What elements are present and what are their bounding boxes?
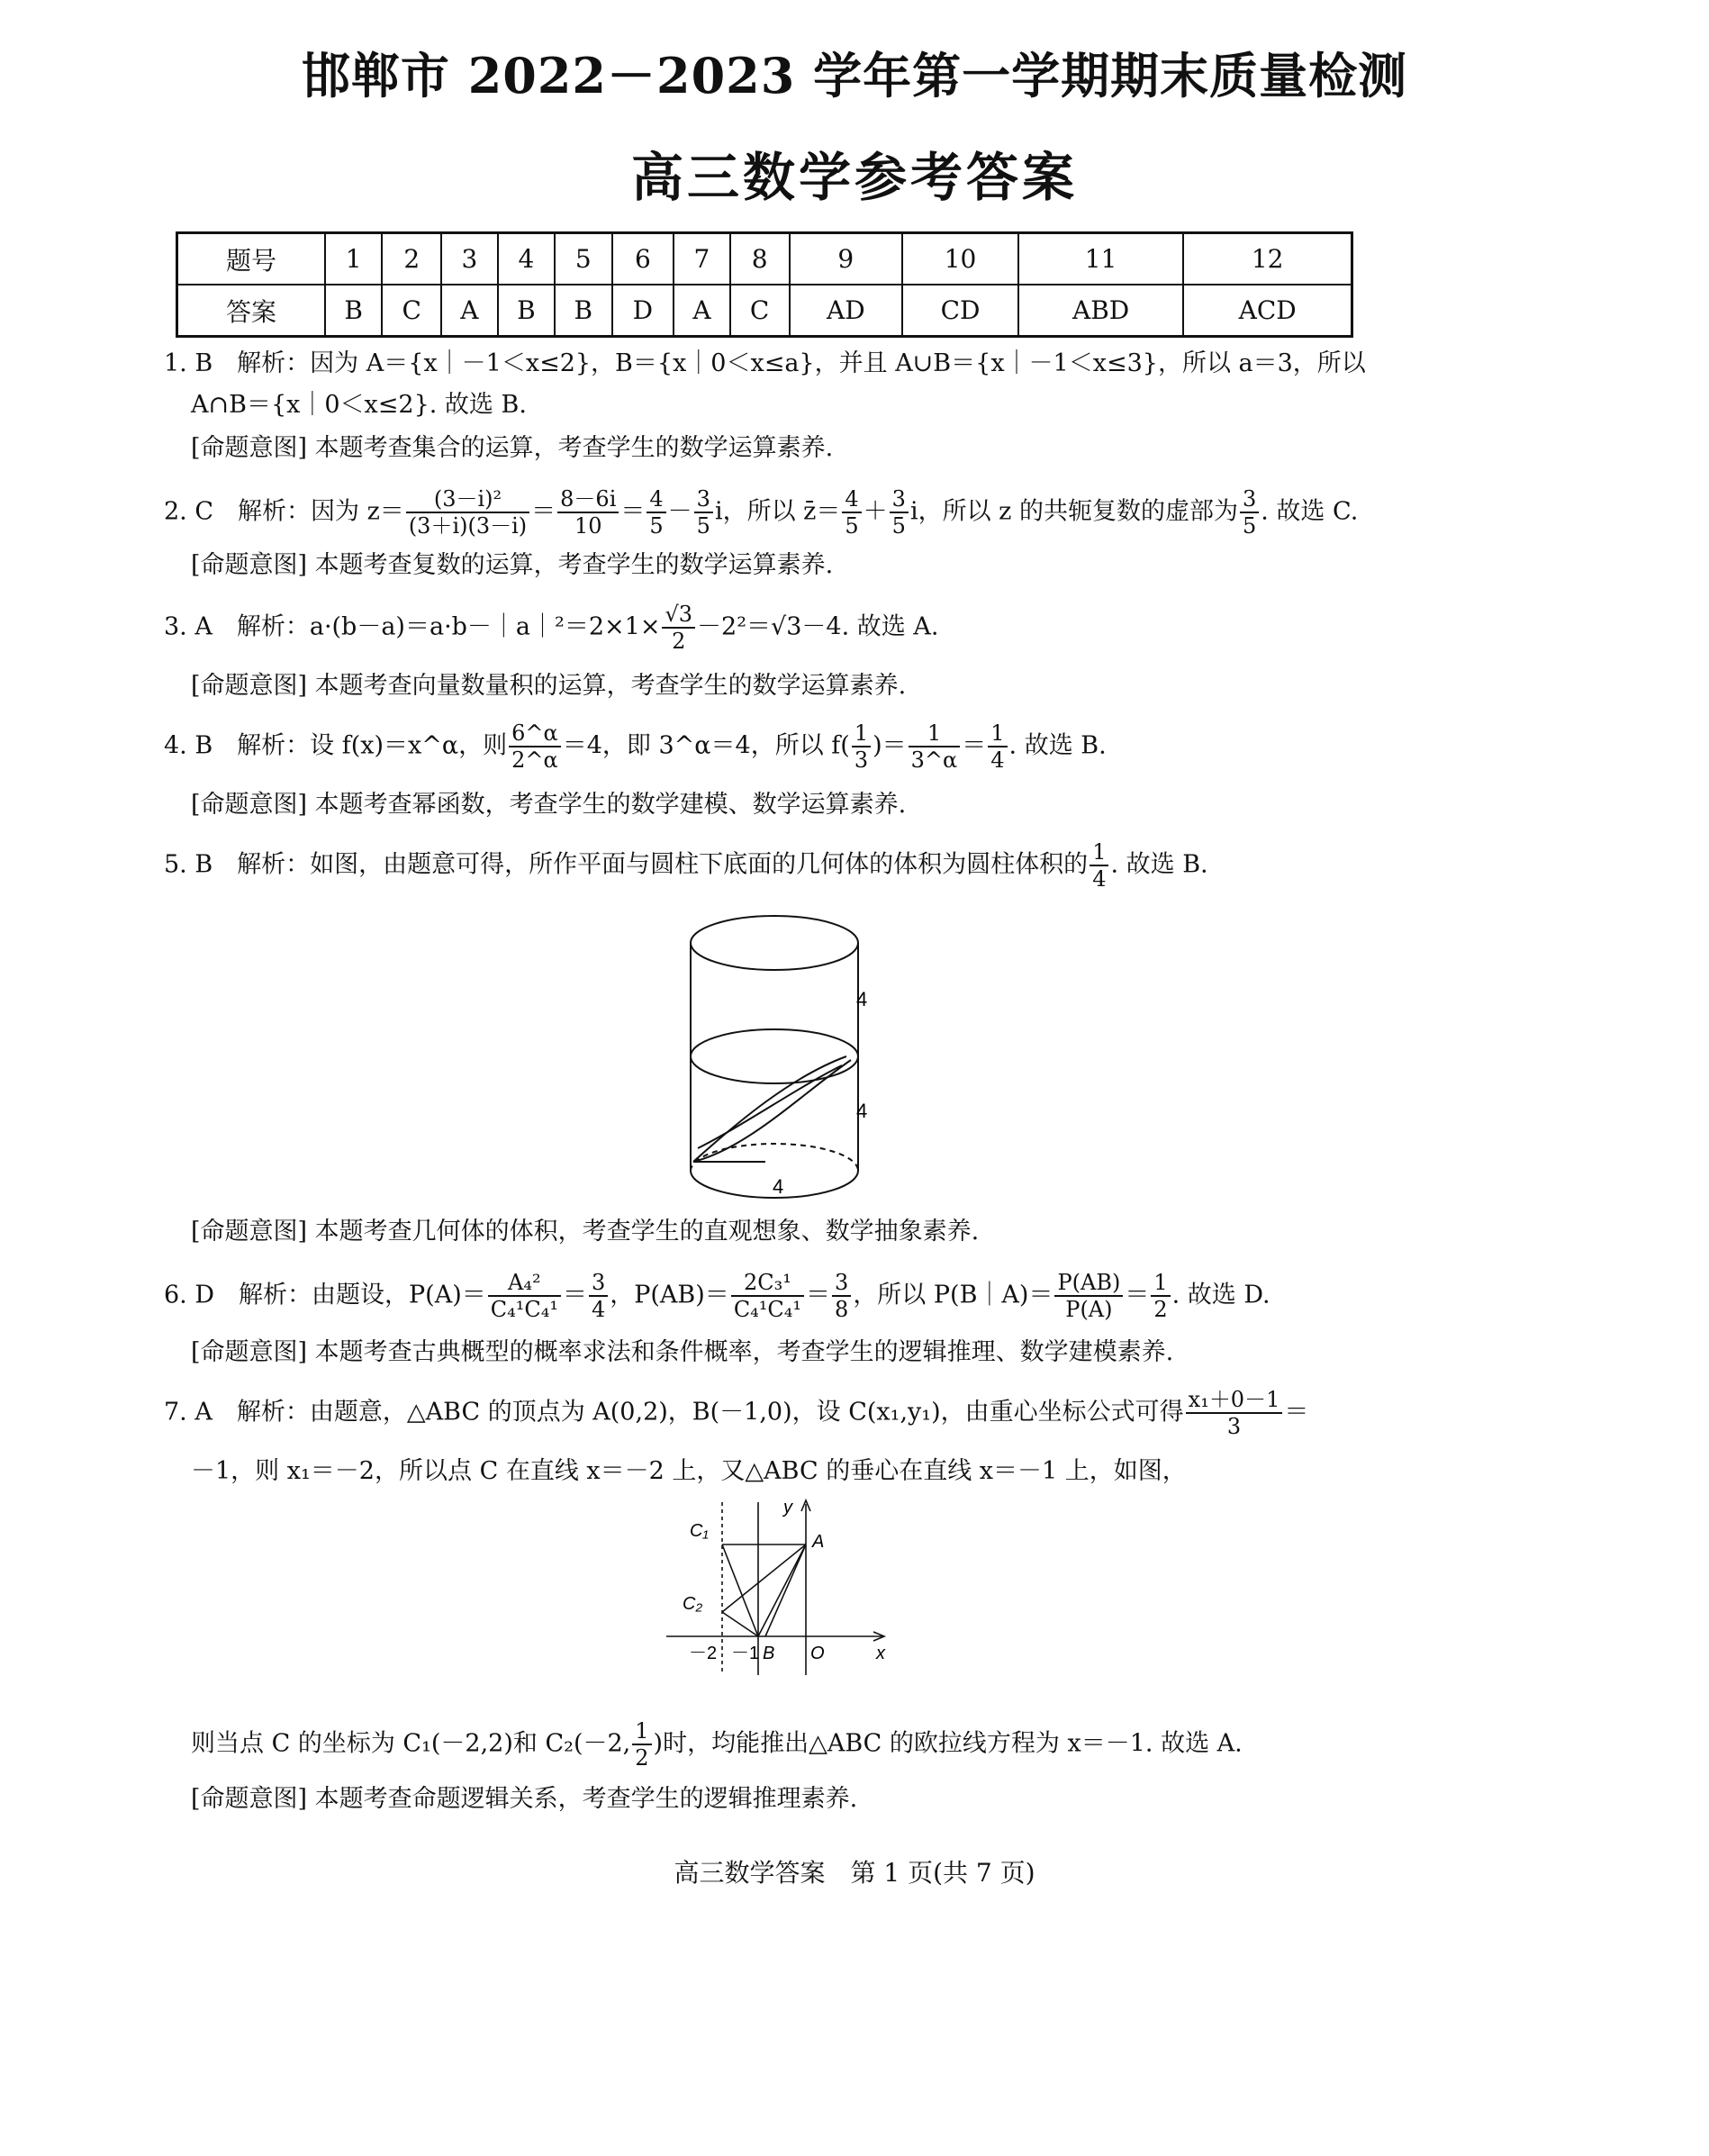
row-label: 答案 [177, 285, 325, 337]
q4-text: . 故选 B. [1008, 731, 1107, 760]
fraction-denominator: 5 [649, 513, 664, 539]
fraction-numerator: 3 [1240, 486, 1259, 513]
table-cell: B [498, 285, 555, 337]
q5-tail: . 故选 B. [1110, 850, 1208, 879]
table-cell: 2 [382, 233, 441, 285]
table-cell: B [325, 285, 382, 337]
table-cell: A [674, 285, 729, 337]
fraction-denominator: (3＋i)(3－i) [408, 513, 528, 539]
q1-solution-line1: 1. B 解析：因为 A＝{x｜－1＜x≤2}，B＝{x｜0＜x≤a}，并且 A∪B＝{x｜－1＜x≤3}，所以 a＝3，所以 [164, 349, 1366, 377]
q2-fraction [842, 486, 861, 539]
fraction-numerator: A₄² [488, 1270, 561, 1297]
page-subtitle: 高三数学参考答案 [630, 147, 1078, 208]
fraction-denominator: 2 [1153, 1297, 1168, 1322]
table-cell: ABD [1018, 285, 1183, 337]
table-cell: A [441, 285, 497, 337]
q6-fraction [832, 1270, 851, 1322]
fraction-denominator: P(A) [1065, 1297, 1113, 1322]
fraction-denominator: 5 [1242, 513, 1257, 539]
fraction-denominator: 2^α [511, 747, 558, 773]
fraction-denominator: 2 [672, 629, 686, 654]
page-title: 邯郸市 2022－2023 学年第一学期期末质量检测 [301, 47, 1408, 104]
q6-fraction [488, 1270, 561, 1322]
fraction-numerator: 4 [842, 486, 861, 513]
q4-fraction [988, 720, 1007, 773]
fraction-denominator: 5 [696, 513, 710, 539]
fraction-denominator: C₄¹C₄¹ [490, 1297, 558, 1322]
fraction-numerator: 3 [589, 1270, 608, 1297]
tick-label: －1 [731, 1644, 760, 1663]
q5-lead: 5. B 解析：如图，由题意可得，所作平面与圆柱下底面的几何体的体积为圆柱体积的 [164, 850, 1089, 879]
q7-conc-lead: 则当点 C 的坐标为 C₁(－2,2)和 C₂(－2, [191, 1729, 631, 1758]
q2-text: i，所以 z 的共轭复数的虚部为 [909, 497, 1238, 526]
q2-fraction [406, 486, 529, 539]
q6-eq: ＝ [1125, 1281, 1150, 1309]
q6-text: ，所以 P(B｜A)＝ [853, 1281, 1053, 1309]
q6-eq: ＝ [806, 1281, 831, 1309]
fraction-denominator: 4 [591, 1297, 606, 1322]
q4-solution [164, 720, 1107, 773]
q4-fraction [909, 720, 961, 773]
fraction-denominator: 5 [845, 513, 859, 539]
table-cell: 11 [1018, 233, 1183, 285]
q6-solution [164, 1270, 1270, 1322]
fraction-denominator: 5 [891, 513, 906, 539]
fraction-numerator: 3 [694, 486, 713, 513]
table-cell: D [612, 285, 674, 337]
table-cell: 1 [325, 233, 382, 285]
q2-fraction [1240, 486, 1259, 539]
q1-solution-line2: A∩B＝{x｜0＜x≤2}. 故选 B. [191, 391, 527, 419]
table-cell: 12 [1183, 233, 1352, 285]
q7-fraction [632, 1718, 651, 1771]
q2-op: － [667, 497, 692, 526]
q2-text: . 故选 C. [1261, 497, 1359, 526]
row-label: 题号 [177, 233, 325, 285]
q2-fraction [694, 486, 713, 539]
fraction-numerator: 6^α [509, 720, 561, 747]
fraction-numerator: 1 [1090, 839, 1108, 866]
table-cell: B [555, 285, 611, 337]
q4-fraction [852, 720, 871, 773]
q3-intent: [命题意图] 本题考查向量数量积的运算，考查学生的数学运算素养. [191, 672, 907, 700]
q7-fraction [1186, 1387, 1283, 1439]
table-cell: 5 [555, 233, 611, 285]
q7-solution-line2: －1，则 x₁＝－2，所以点 C 在直线 x＝－2 上，又△ABC 的垂心在直线 x＝－1 上，如图， [191, 1457, 1187, 1485]
q2-lead: 2. C 解析：因为 z＝ [164, 497, 404, 526]
q7-lead: 7. A 解析：由题意，△ABC 的顶点为 A(0,2)，B(－1,0)，设 C(x₁,y₁)，由重心坐标公式可得 [164, 1398, 1184, 1427]
table-cell: 9 [790, 233, 903, 285]
q7-tail: ＝ [1284, 1398, 1309, 1427]
fraction-denominator: 3 [854, 747, 869, 773]
point-label-O: O [810, 1644, 825, 1663]
table-cell: C [382, 285, 441, 337]
q7-conclusion [191, 1718, 1243, 1771]
q3-tail: －2²＝√3－4. 故选 A. [697, 612, 939, 641]
axis-label-x: x [876, 1644, 885, 1663]
q2-eq: ＝ [620, 497, 646, 526]
q1-intent: [命题意图] 本题考查集合的运算，考查学生的数学运算素养. [191, 434, 834, 462]
answer-table [176, 231, 1353, 338]
q3-fraction [662, 602, 695, 654]
cylinder-figure [666, 905, 882, 1207]
axis-label-y: y [783, 1498, 792, 1517]
q7-intent: [命题意图] 本题考查命题逻辑关系，考查学生的逻辑推理素养. [191, 1785, 858, 1813]
q2-text: i，所以 z̄＝ [714, 497, 841, 526]
q2-fraction [890, 486, 909, 539]
q3-solution [164, 602, 938, 654]
q6-text: ，P(AB)＝ [610, 1281, 729, 1309]
table-cell: 10 [902, 233, 1018, 285]
table-cell: AD [790, 285, 903, 337]
q2-solution [164, 486, 1358, 539]
q7-conc-tail: )时，均能推出△ABC 的欧拉线方程为 x＝－1. 故选 A. [653, 1729, 1243, 1758]
point-label-C2: C₂ [683, 1594, 703, 1614]
fraction-denominator: C₄¹C₄¹ [733, 1297, 802, 1322]
fraction-numerator: 8－6i [557, 486, 619, 513]
table-cell: 7 [674, 233, 729, 285]
fraction-denominator: 3 [1226, 1414, 1242, 1439]
triangle-figure [657, 1495, 909, 1693]
q5-fraction [1090, 839, 1108, 892]
fraction-numerator: 2C₃¹ [731, 1270, 804, 1297]
page-footer: 高三数学答案 第 1 页(共 7 页) [674, 1858, 1035, 1888]
q7-solution-line1 [164, 1387, 1308, 1439]
q5-intent: [命题意图] 本题考查几何体的体积，考查学生的直观想象、数学抽象素养. [191, 1218, 980, 1246]
q6-eq: ＝ [562, 1281, 587, 1309]
fraction-numerator: √3 [662, 602, 695, 629]
fraction-denominator: 10 [574, 513, 602, 539]
table-cell: C [730, 285, 790, 337]
table-cell: 6 [612, 233, 674, 285]
table-row-numbers [177, 233, 1352, 285]
figure-label: 4 [773, 1175, 784, 1198]
q4-text: )＝ [873, 731, 907, 760]
figure-label: 4 [856, 1100, 868, 1122]
q3-lead: 3. A 解析：a·(b－a)＝a·b－｜a｜²＝2×1× [164, 612, 661, 641]
q2-op: ＋ [863, 497, 888, 526]
table-cell: 4 [498, 233, 555, 285]
q6-intent: [命题意图] 本题考查古典概型的概率求法和条件概率，考查学生的逻辑推理、数学建模素养. [191, 1338, 1174, 1366]
fraction-numerator: 4 [647, 486, 665, 513]
point-label-B: B [763, 1644, 775, 1663]
table-row-answers [177, 285, 1352, 337]
tick-label: －2 [689, 1644, 718, 1663]
q4-fraction [509, 720, 561, 773]
q6-text: . 故选 D. [1171, 1281, 1270, 1309]
fraction-numerator: 3 [890, 486, 909, 513]
q6-fraction [731, 1270, 804, 1322]
q2-intent: [命题意图] 本题考查复数的运算，考查学生的数学运算素养. [191, 551, 834, 579]
fraction-numerator: P(AB) [1054, 1270, 1123, 1297]
q2-fraction [647, 486, 665, 539]
q6-fraction [1151, 1270, 1170, 1322]
fraction-numerator: 1 [1151, 1270, 1170, 1297]
q4-lead: 4. B 解析：设 f(x)＝x^α，则 [164, 731, 508, 760]
fraction-denominator: 4 [990, 747, 1005, 773]
point-label-C1: C₁ [690, 1521, 709, 1541]
q4-text: ＝4，即 3^α＝4，所以 f( [562, 731, 850, 760]
table-cell: CD [902, 285, 1018, 337]
table-cell: 3 [441, 233, 497, 285]
fraction-numerator: 1 [988, 720, 1007, 747]
table-cell: ACD [1183, 285, 1352, 337]
figure-label: 4 [856, 988, 868, 1010]
fraction-numerator: (3－i)² [406, 486, 529, 513]
fraction-denominator: 4 [1092, 866, 1107, 892]
fraction-denominator: 3^α [910, 747, 958, 773]
q5-solution [164, 839, 1208, 892]
fraction-numerator: 1 [632, 1718, 651, 1745]
q4-intent: [命题意图] 本题考查幂函数，考查学生的数学建模、数学运算素养. [191, 791, 907, 819]
q2-eq: ＝ [531, 497, 556, 526]
fraction-denominator: 2 [635, 1745, 649, 1771]
q6-fraction [1054, 1270, 1123, 1322]
q6-lead: 6. D 解析：由题设，P(A)＝ [164, 1281, 486, 1309]
fraction-denominator: 8 [835, 1297, 849, 1322]
fraction-numerator: 1 [909, 720, 961, 747]
table-cell: 8 [730, 233, 790, 285]
q2-fraction [557, 486, 619, 539]
q6-fraction [589, 1270, 608, 1322]
fraction-numerator: 3 [832, 1270, 851, 1297]
q4-eq: ＝ [962, 731, 987, 760]
fraction-numerator: x₁＋0－1 [1186, 1387, 1283, 1414]
fraction-numerator: 1 [852, 720, 871, 747]
point-label-A: A [812, 1532, 825, 1552]
